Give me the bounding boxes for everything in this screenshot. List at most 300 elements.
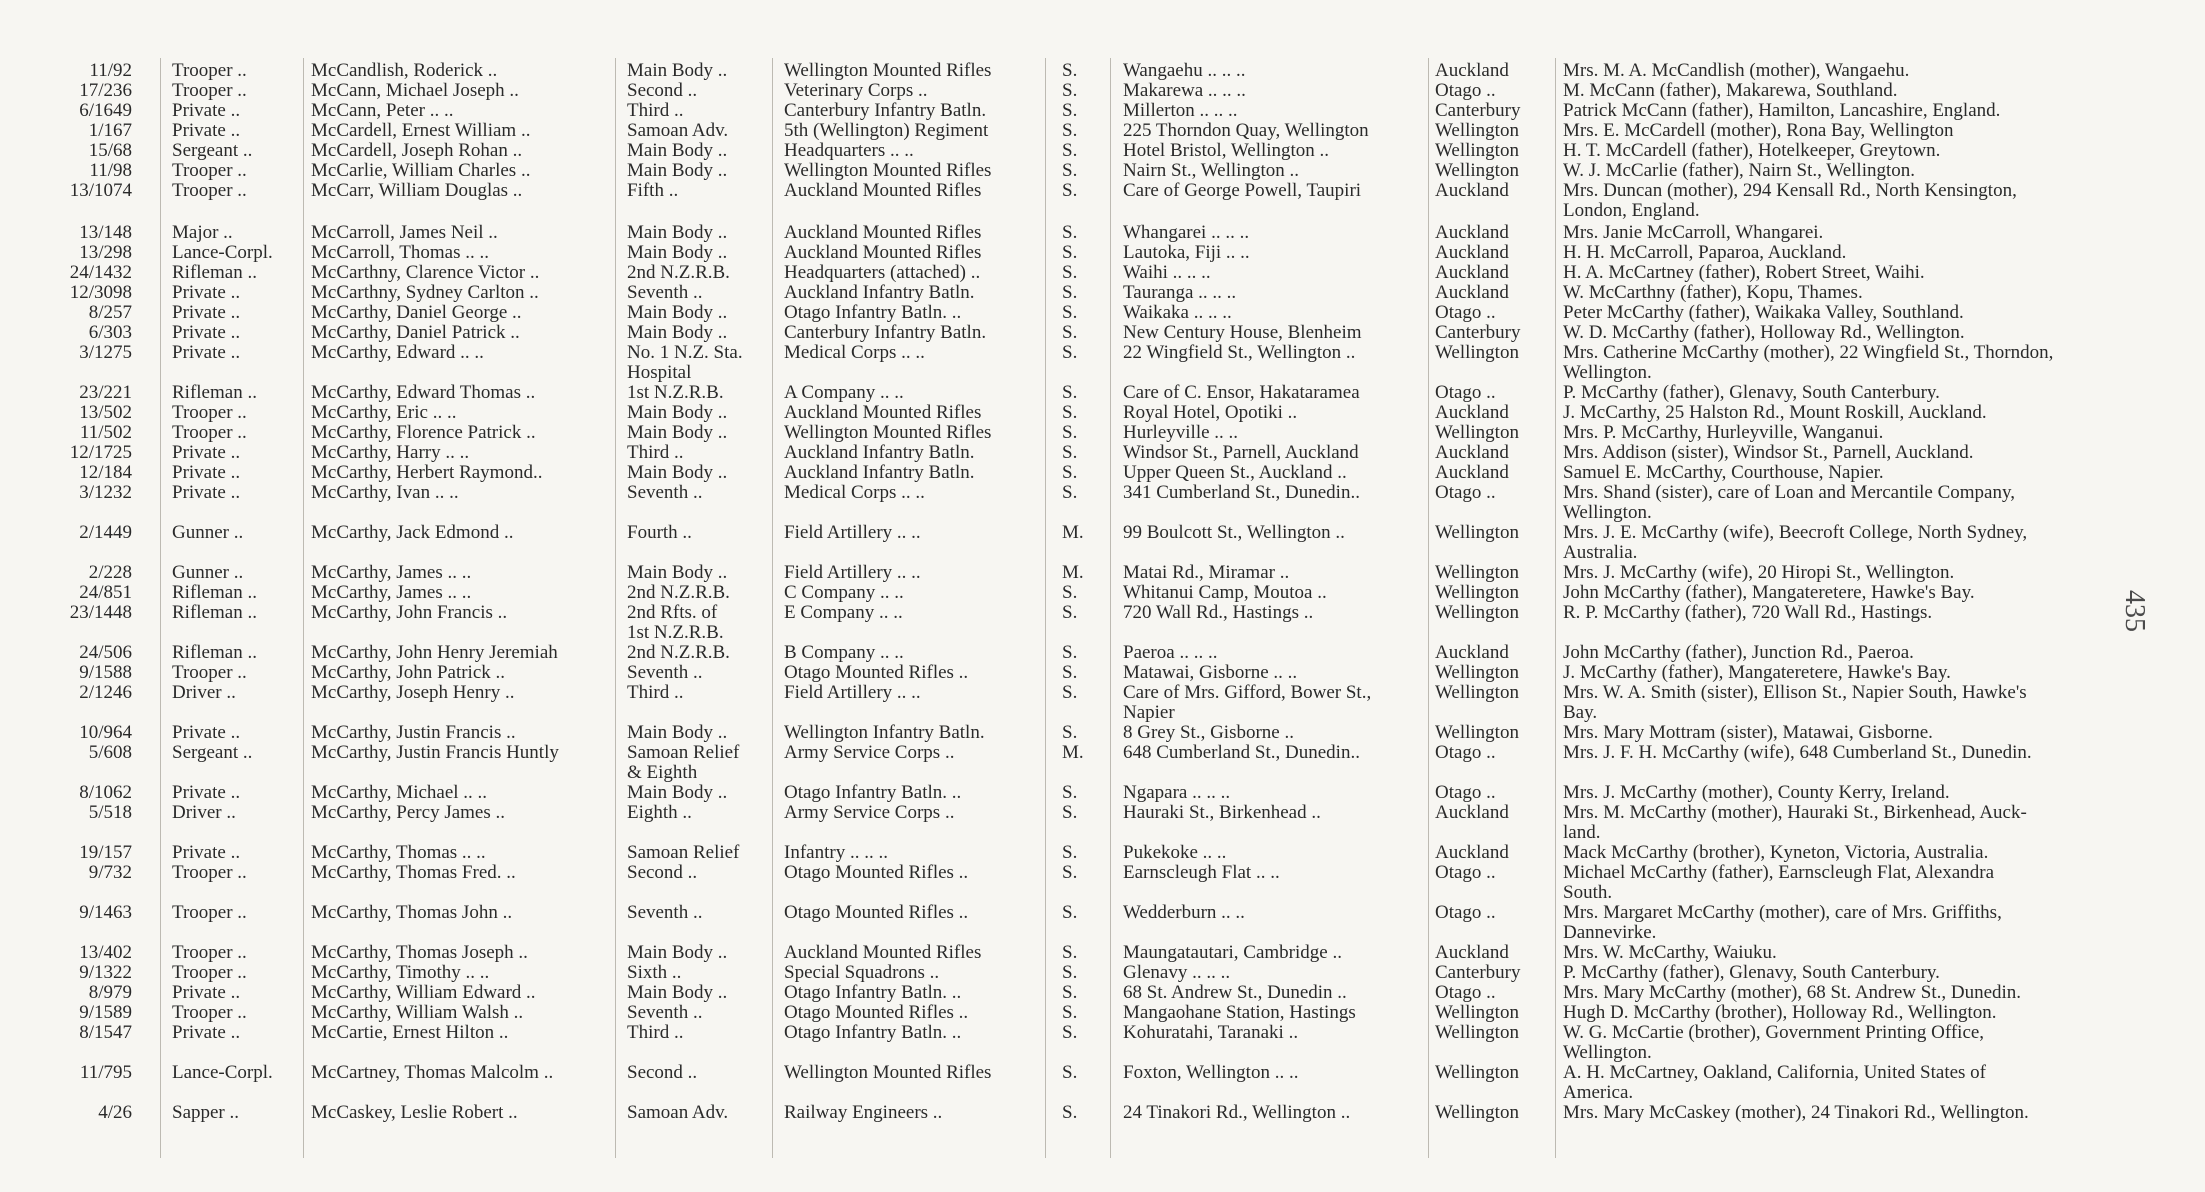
service-number: 13/298 bbox=[79, 242, 132, 263]
soldier-name: McCarr, William Douglas .. bbox=[311, 180, 523, 201]
embarkation-unit: & Eighth bbox=[627, 762, 698, 783]
corps: Otago Infantry Batln. .. bbox=[784, 782, 962, 803]
embarkation-unit: Main Body .. bbox=[627, 942, 728, 963]
last-address: 99 Boulcott St., Wellington .. bbox=[1123, 522, 1345, 543]
soldier-name: McCandlish, Roderick .. bbox=[311, 60, 498, 81]
embarkation-unit: Seventh .. bbox=[627, 1002, 703, 1023]
table-row bbox=[0, 542, 2205, 564]
corps: Railway Engineers .. bbox=[784, 1102, 943, 1123]
next-of-kin: South. bbox=[1563, 882, 1613, 903]
next-of-kin: R. P. McCarthy (father), 720 Wall Rd., Hastings. bbox=[1563, 602, 1933, 623]
marital-status: S. bbox=[1062, 962, 1078, 983]
embarkation-unit: Seventh .. bbox=[627, 902, 703, 923]
corps: Wellington Mounted Rifles bbox=[784, 60, 992, 81]
next-of-kin: W. McCarthny (father), Kopu, Thames. bbox=[1563, 282, 1863, 303]
embarkation-unit: Eighth .. bbox=[627, 802, 692, 823]
embarkation-unit: Fifth .. bbox=[627, 180, 679, 201]
soldier-name: McCarthy, Timothy .. .. bbox=[311, 962, 490, 983]
soldier-name: McCarthy, James .. .. bbox=[311, 582, 472, 603]
next-of-kin: Dannevirke. bbox=[1563, 922, 1657, 943]
corps: Auckland Infantry Batln. bbox=[784, 442, 975, 463]
marital-status: S. bbox=[1062, 1062, 1078, 1083]
service-number: 9/1322 bbox=[79, 962, 132, 983]
last-address: Ngapara .. .. .. bbox=[1123, 782, 1231, 803]
marital-status: S. bbox=[1062, 242, 1078, 263]
corps: Medical Corps .. .. bbox=[784, 482, 925, 503]
service-number: 3/1232 bbox=[79, 482, 132, 503]
table-row bbox=[0, 742, 2205, 764]
district: Auckland bbox=[1435, 282, 1509, 303]
marital-status: S. bbox=[1062, 302, 1078, 323]
soldier-name: McCarthy, Florence Patrick .. bbox=[311, 422, 536, 443]
district: Otago .. bbox=[1435, 862, 1496, 883]
table-row bbox=[0, 342, 2205, 364]
marital-status: S. bbox=[1062, 160, 1078, 181]
last-address: 8 Grey St., Gisborne .. bbox=[1123, 722, 1294, 743]
rank: Private .. bbox=[172, 282, 241, 303]
soldier-name: McCarthy, William Edward .. bbox=[311, 982, 536, 1003]
district: Otago .. bbox=[1435, 902, 1496, 923]
embarkation-unit: Main Body .. bbox=[627, 322, 728, 343]
corps: Otago Mounted Rifles .. bbox=[784, 1002, 969, 1023]
soldier-name: McCarthy, Eric .. .. bbox=[311, 402, 457, 423]
corps: Field Artillery .. .. bbox=[784, 562, 921, 583]
corps: Army Service Corps .. bbox=[784, 742, 955, 763]
last-address: Lautoka, Fiji .. .. bbox=[1123, 242, 1250, 263]
marital-status: S. bbox=[1062, 382, 1078, 403]
table-row bbox=[0, 842, 2205, 864]
embarkation-unit: Samoan Adv. bbox=[627, 1102, 729, 1123]
last-address: 341 Cumberland St., Dunedin.. bbox=[1123, 482, 1360, 503]
marital-status: S. bbox=[1062, 262, 1078, 283]
service-number: 15/68 bbox=[88, 140, 132, 161]
embarkation-unit: Hospital bbox=[627, 362, 692, 383]
district: Otago .. bbox=[1435, 742, 1496, 763]
next-of-kin: A. H. McCartney, Oakland, California, United States of bbox=[1563, 1062, 1987, 1083]
district: Auckland bbox=[1435, 60, 1509, 81]
soldier-name: McCarthy, John Henry Jeremiah bbox=[311, 642, 558, 663]
next-of-kin: Mrs. Addison (sister), Windsor St., Parnell, Auckland. bbox=[1563, 442, 1974, 463]
district: Wellington bbox=[1435, 582, 1519, 603]
service-number: 10/964 bbox=[79, 722, 132, 743]
district: Auckland bbox=[1435, 802, 1509, 823]
service-number: 23/1448 bbox=[69, 602, 132, 623]
last-address: Mangaohane Station, Hastings bbox=[1123, 1002, 1356, 1023]
last-address: Waihi .. .. .. bbox=[1123, 262, 1211, 283]
district: Wellington bbox=[1435, 722, 1519, 743]
table-row bbox=[0, 140, 2205, 162]
soldier-name: McCaskey, Leslie Robert .. bbox=[311, 1102, 518, 1123]
table-row bbox=[0, 822, 2205, 844]
last-address: Wangaehu .. .. .. bbox=[1123, 60, 1246, 81]
embarkation-unit: Third .. bbox=[627, 1022, 684, 1043]
next-of-kin: H. A. McCartney (father), Robert Street, Waihi. bbox=[1563, 262, 1925, 283]
marital-status: S. bbox=[1062, 482, 1078, 503]
table-row bbox=[0, 282, 2205, 304]
service-number: 13/502 bbox=[79, 402, 132, 423]
last-address: Napier bbox=[1123, 702, 1175, 723]
service-number: 8/979 bbox=[88, 982, 132, 1003]
soldier-name: McCarthy, Justin Francis .. bbox=[311, 722, 516, 743]
rank: Driver .. bbox=[172, 802, 236, 823]
corps: Otago Mounted Rifles .. bbox=[784, 862, 969, 883]
next-of-kin: Mrs. M. A. McCandlish (mother), Wangaehu. bbox=[1563, 60, 1910, 81]
table-row bbox=[0, 200, 2205, 222]
soldier-name: McCarthy, Daniel George .. bbox=[311, 302, 522, 323]
soldier-name: McCarthy, William Walsh .. bbox=[311, 1002, 524, 1023]
last-address: Maungatautari, Cambridge .. bbox=[1123, 942, 1342, 963]
table-row bbox=[0, 502, 2205, 524]
next-of-kin: Australia. bbox=[1563, 542, 1638, 563]
marital-status: S. bbox=[1062, 60, 1078, 81]
next-of-kin: Mrs. Catherine McCarthy (mother), 22 Wingfield St., Thorndon, bbox=[1563, 342, 2054, 363]
table-row bbox=[0, 262, 2205, 284]
service-number: 12/1725 bbox=[69, 442, 132, 463]
embarkation-unit: Second .. bbox=[627, 1062, 698, 1083]
district: Wellington bbox=[1435, 602, 1519, 623]
rank: Private .. bbox=[172, 1022, 241, 1043]
next-of-kin: John McCarthy (father), Junction Rd., Paeroa. bbox=[1563, 642, 1914, 663]
marital-status: M. bbox=[1062, 562, 1084, 583]
table-row bbox=[0, 642, 2205, 664]
next-of-kin: Mrs. Mary Mottram (sister), Matawai, Gisborne. bbox=[1563, 722, 1933, 743]
next-of-kin: Mrs. J. F. H. McCarthy (wife), 648 Cumberland St., Dunedin. bbox=[1563, 742, 2032, 763]
service-number: 2/1246 bbox=[79, 682, 132, 703]
corps: Field Artillery .. .. bbox=[784, 682, 921, 703]
marital-status: S. bbox=[1062, 602, 1078, 623]
rank: Private .. bbox=[172, 782, 241, 803]
last-address: Pukekoke .. .. bbox=[1123, 842, 1227, 863]
corps: Auckland Infantry Batln. bbox=[784, 282, 975, 303]
corps: Field Artillery .. .. bbox=[784, 522, 921, 543]
marital-status: S. bbox=[1062, 322, 1078, 343]
embarkation-unit: Main Body .. bbox=[627, 140, 728, 161]
marital-status: S. bbox=[1062, 942, 1078, 963]
embarkation-unit: Second .. bbox=[627, 862, 698, 883]
table-row bbox=[0, 80, 2205, 102]
service-number: 5/608 bbox=[88, 742, 132, 763]
district: Wellington bbox=[1435, 342, 1519, 363]
district: Auckland bbox=[1435, 402, 1509, 423]
embarkation-unit: Seventh .. bbox=[627, 662, 703, 683]
service-number: 1/167 bbox=[88, 120, 132, 141]
service-number: 13/148 bbox=[79, 222, 132, 243]
corps: A Company .. .. bbox=[784, 382, 904, 403]
table-row bbox=[0, 1002, 2205, 1024]
next-of-kin: P. McCarthy (father), Glenavy, South Canterbury. bbox=[1563, 382, 1940, 403]
next-of-kin: Mrs. J. McCarthy (wife), 20 Hiropi St., Wellington. bbox=[1563, 562, 1955, 583]
table-row bbox=[0, 862, 2205, 884]
soldier-name: McCarthy, Joseph Henry .. bbox=[311, 682, 515, 703]
embarkation-unit: 2nd N.Z.R.B. bbox=[627, 262, 730, 283]
service-number: 9/1589 bbox=[79, 1002, 132, 1023]
table-row bbox=[0, 160, 2205, 182]
corps: Otago Mounted Rifles .. bbox=[784, 902, 969, 923]
corps: Canterbury Infantry Batln. bbox=[784, 322, 987, 343]
service-number: 9/732 bbox=[88, 862, 132, 883]
table-row bbox=[0, 682, 2205, 704]
table-row bbox=[0, 622, 2205, 644]
next-of-kin: P. McCarthy (father), Glenavy, South Canterbury. bbox=[1563, 962, 1940, 983]
service-number: 2/1449 bbox=[79, 522, 132, 543]
service-number: 11/795 bbox=[79, 1062, 132, 1083]
table-row bbox=[0, 962, 2205, 984]
soldier-name: McCarroll, Thomas .. .. bbox=[311, 242, 490, 263]
last-address: Waikaka .. .. .. bbox=[1123, 302, 1232, 323]
next-of-kin: Mrs. Duncan (mother), 294 Kensall Rd., North Kensington, bbox=[1563, 180, 2017, 201]
last-address: Matai Rd., Miramar .. bbox=[1123, 562, 1290, 583]
next-of-kin: W. D. McCarthy (father), Holloway Rd., Wellington. bbox=[1563, 322, 1965, 343]
embarkation-unit: Main Body .. bbox=[627, 402, 728, 423]
last-address: New Century House, Blenheim bbox=[1123, 322, 1362, 343]
service-number: 24/851 bbox=[79, 582, 132, 603]
service-number: 3/1275 bbox=[79, 342, 132, 363]
rank: Rifleman .. bbox=[172, 582, 257, 603]
table-row bbox=[0, 402, 2205, 424]
soldier-name: McCarthy, John Francis .. bbox=[311, 602, 508, 623]
corps: Wellington Infantry Batln. bbox=[784, 722, 985, 743]
embarkation-unit: 2nd N.Z.R.B. bbox=[627, 582, 730, 603]
last-address: 68 St. Andrew St., Dunedin .. bbox=[1123, 982, 1347, 1003]
service-number: 13/402 bbox=[79, 942, 132, 963]
last-address: Hurleyville .. .. bbox=[1123, 422, 1239, 443]
table-row bbox=[0, 522, 2205, 544]
rank: Private .. bbox=[172, 722, 241, 743]
marital-status: M. bbox=[1062, 522, 1084, 543]
district: Otago .. bbox=[1435, 482, 1496, 503]
embarkation-unit: Main Body .. bbox=[627, 462, 728, 483]
embarkation-unit: 1st N.Z.R.B. bbox=[627, 622, 724, 643]
district: Wellington bbox=[1435, 522, 1519, 543]
next-of-kin: M. McCann (father), Makarewa, Southland. bbox=[1563, 80, 1898, 101]
service-number: 17/236 bbox=[79, 80, 132, 101]
corps: Wellington Mounted Rifles bbox=[784, 422, 992, 443]
marital-status: S. bbox=[1062, 802, 1078, 823]
district: Auckland bbox=[1435, 642, 1509, 663]
service-number: 8/257 bbox=[88, 302, 132, 323]
table-row bbox=[0, 462, 2205, 484]
table-row bbox=[0, 302, 2205, 324]
marital-status: S. bbox=[1062, 422, 1078, 443]
last-address: Upper Queen St., Auckland .. bbox=[1123, 462, 1347, 483]
next-of-kin: Mrs. Mary McCaskey (mother), 24 Tinakori Rd., Wellington. bbox=[1563, 1102, 2029, 1123]
embarkation-unit: 1st N.Z.R.B. bbox=[627, 382, 724, 403]
rank: Gunner .. bbox=[172, 522, 244, 543]
service-number: 6/303 bbox=[88, 322, 132, 343]
table-row bbox=[0, 582, 2205, 604]
soldier-name: McCarthy, Jack Edmond .. bbox=[311, 522, 514, 543]
rank: Trooper .. bbox=[172, 862, 247, 883]
corps: Infantry .. .. .. bbox=[784, 842, 888, 863]
rank: Trooper .. bbox=[172, 160, 247, 181]
district: Otago .. bbox=[1435, 982, 1496, 1003]
next-of-kin: Wellington. bbox=[1563, 502, 1652, 523]
next-of-kin: J. McCarthy, 25 Halston Rd., Mount Roskill, Auckland. bbox=[1563, 402, 1987, 423]
rank: Sergeant .. bbox=[172, 140, 253, 161]
district: Wellington bbox=[1435, 1062, 1519, 1083]
last-address: Whitanui Camp, Moutoa .. bbox=[1123, 582, 1327, 603]
district: Wellington bbox=[1435, 682, 1519, 703]
last-address: Care of Mrs. Gifford, Bower St., bbox=[1123, 682, 1372, 703]
next-of-kin: Bay. bbox=[1563, 702, 1598, 723]
soldier-name: McCarthy, Michael .. .. bbox=[311, 782, 488, 803]
district: Wellington bbox=[1435, 662, 1519, 683]
embarkation-unit: Third .. bbox=[627, 442, 684, 463]
last-address: Windsor St., Parnell, Auckland bbox=[1123, 442, 1359, 463]
table-row bbox=[0, 1082, 2205, 1104]
table-row bbox=[0, 722, 2205, 744]
corps: Headquarters .. .. bbox=[784, 140, 914, 161]
district: Auckland bbox=[1435, 222, 1509, 243]
rank: Private .. bbox=[172, 322, 241, 343]
table-row bbox=[0, 762, 2205, 784]
last-address: 225 Thorndon Quay, Wellington bbox=[1123, 120, 1369, 141]
table-row bbox=[0, 1062, 2205, 1084]
last-address: 22 Wingfield St., Wellington .. bbox=[1123, 342, 1356, 363]
table-row bbox=[0, 982, 2205, 1004]
soldier-name: McCarthy, James .. .. bbox=[311, 562, 472, 583]
service-number: 12/3098 bbox=[69, 282, 132, 303]
corps: Medical Corps .. .. bbox=[784, 342, 925, 363]
corps: Auckland Mounted Rifles bbox=[784, 402, 982, 423]
rank: Trooper .. bbox=[172, 962, 247, 983]
rank: Trooper .. bbox=[172, 422, 247, 443]
corps: Auckland Mounted Rifles bbox=[784, 222, 982, 243]
soldier-name: McCarthy, Thomas .. .. bbox=[311, 842, 486, 863]
embarkation-unit: Samoan Adv. bbox=[627, 120, 729, 141]
table-row bbox=[0, 180, 2205, 202]
corps: C Company .. .. bbox=[784, 582, 904, 603]
table-row bbox=[0, 702, 2205, 724]
embarkation-unit: Main Body .. bbox=[627, 60, 728, 81]
soldier-name: McCartie, Ernest Hilton .. bbox=[311, 1022, 509, 1043]
last-address: Hotel Bristol, Wellington .. bbox=[1123, 140, 1330, 161]
corps: Auckland Mounted Rifles bbox=[784, 242, 982, 263]
next-of-kin: Michael McCarthy (father), Earnscleugh Flat, Alexandra bbox=[1563, 862, 1995, 883]
rank: Trooper .. bbox=[172, 662, 247, 683]
service-number: 8/1547 bbox=[79, 1022, 132, 1043]
rank: Private .. bbox=[172, 842, 241, 863]
embarkation-unit: Third .. bbox=[627, 100, 684, 121]
district: Wellington bbox=[1435, 562, 1519, 583]
rank: Trooper .. bbox=[172, 942, 247, 963]
next-of-kin: J. McCarthy (father), Mangateretere, Hawke's Bay. bbox=[1563, 662, 1951, 683]
marital-status: S. bbox=[1062, 1002, 1078, 1023]
district: Otago .. bbox=[1435, 80, 1496, 101]
rank: Sapper .. bbox=[172, 1102, 240, 1123]
last-address: 720 Wall Rd., Hastings .. bbox=[1123, 602, 1314, 623]
soldier-name: McCarthy, John Patrick .. bbox=[311, 662, 506, 683]
rank: Private .. bbox=[172, 482, 241, 503]
next-of-kin: H. T. McCardell (father), Hotelkeeper, Greytown. bbox=[1563, 140, 1941, 161]
embarkation-unit: Main Body .. bbox=[627, 242, 728, 263]
rank: Trooper .. bbox=[172, 402, 247, 423]
last-address: Matawai, Gisborne .. .. bbox=[1123, 662, 1298, 683]
embarkation-unit: Main Body .. bbox=[627, 422, 728, 443]
rank: Gunner .. bbox=[172, 562, 244, 583]
next-of-kin: Mrs. E. McCardell (mother), Rona Bay, Wellington bbox=[1563, 120, 1954, 141]
service-number: 2/228 bbox=[88, 562, 132, 583]
table-row bbox=[0, 242, 2205, 264]
rank: Private .. bbox=[172, 302, 241, 323]
table-row bbox=[0, 100, 2205, 122]
rank: Rifleman .. bbox=[172, 382, 257, 403]
corps: Army Service Corps .. bbox=[784, 802, 955, 823]
service-number: 6/1649 bbox=[79, 100, 132, 121]
table-row bbox=[0, 60, 2205, 82]
table-row bbox=[0, 882, 2205, 904]
embarkation-unit: Samoan Relief bbox=[627, 842, 740, 863]
page-number: 435 bbox=[2119, 590, 2150, 632]
service-number: 5/518 bbox=[88, 802, 132, 823]
soldier-name: McCarthy, Thomas Joseph .. bbox=[311, 942, 528, 963]
service-number: 11/92 bbox=[89, 60, 132, 81]
marital-status: S. bbox=[1062, 1022, 1078, 1043]
rank: Lance-Corpl. bbox=[172, 242, 273, 263]
embarkation-unit: Main Body .. bbox=[627, 982, 728, 1003]
marital-status: S. bbox=[1062, 682, 1078, 703]
table-row bbox=[0, 902, 2205, 924]
soldier-name: McCarthny, Clarence Victor .. bbox=[311, 262, 540, 283]
next-of-kin: W. J. McCarlie (father), Nairn St., Wellington. bbox=[1563, 160, 1916, 181]
district: Wellington bbox=[1435, 120, 1519, 141]
marital-status: S. bbox=[1062, 222, 1078, 243]
service-number: 11/98 bbox=[89, 160, 132, 181]
corps: Special Squadrons .. bbox=[784, 962, 940, 983]
corps: Canterbury Infantry Batln. bbox=[784, 100, 987, 121]
district: Auckland bbox=[1435, 842, 1509, 863]
marital-status: S. bbox=[1062, 642, 1078, 663]
last-address: Earnscleugh Flat .. .. bbox=[1123, 862, 1280, 883]
next-of-kin: H. H. McCarroll, Paparoa, Auckland. bbox=[1563, 242, 1847, 263]
last-address: 648 Cumberland St., Dunedin.. bbox=[1123, 742, 1360, 763]
rank: Driver .. bbox=[172, 682, 236, 703]
embarkation-unit: Fourth .. bbox=[627, 522, 692, 543]
next-of-kin: America. bbox=[1563, 1082, 1634, 1103]
marital-status: S. bbox=[1062, 582, 1078, 603]
next-of-kin: W. G. McCartie (brother), Government Printing Office, bbox=[1563, 1022, 1985, 1043]
district: Canterbury bbox=[1435, 322, 1521, 343]
next-of-kin: John McCarthy (father), Mangateretere, Hawke's Bay. bbox=[1563, 582, 1975, 603]
table-row bbox=[0, 120, 2205, 142]
last-address: 24 Tinakori Rd., Wellington .. bbox=[1123, 1102, 1351, 1123]
district: Otago .. bbox=[1435, 782, 1496, 803]
marital-status: S. bbox=[1062, 282, 1078, 303]
marital-status: S. bbox=[1062, 140, 1078, 161]
rank: Rifleman .. bbox=[172, 642, 257, 663]
table-row bbox=[0, 562, 2205, 584]
marital-status: S. bbox=[1062, 402, 1078, 423]
rank: Rifleman .. bbox=[172, 262, 257, 283]
embarkation-unit: Samoan Relief bbox=[627, 742, 740, 763]
next-of-kin: Mrs. J. E. McCarthy (wife), Beecroft College, North Sydney, bbox=[1563, 522, 2028, 543]
last-address: Millerton .. .. .. bbox=[1123, 100, 1238, 121]
rank: Trooper .. bbox=[172, 80, 247, 101]
marital-status: S. bbox=[1062, 180, 1078, 201]
next-of-kin: Mrs. W. A. Smith (sister), Ellison St., Napier South, Hawke's bbox=[1563, 682, 2027, 703]
next-of-kin: Mrs. Shand (sister), care of Loan and Mercantile Company, bbox=[1563, 482, 2015, 503]
last-address: Care of George Powell, Taupiri bbox=[1123, 180, 1362, 201]
district: Wellington bbox=[1435, 1002, 1519, 1023]
rank: Trooper .. bbox=[172, 60, 247, 81]
rank: Sergeant .. bbox=[172, 742, 253, 763]
rank: Rifleman .. bbox=[172, 602, 257, 623]
marital-status: S. bbox=[1062, 902, 1078, 923]
next-of-kin: Mrs. P. McCarthy, Hurleyville, Wanganui. bbox=[1563, 422, 1884, 443]
last-address: Makarewa .. .. .. bbox=[1123, 80, 1246, 101]
next-of-kin: Mrs. Margaret McCarthy (mother), care of Mrs. Griffiths, bbox=[1563, 902, 2002, 923]
service-number: 12/184 bbox=[79, 462, 132, 483]
